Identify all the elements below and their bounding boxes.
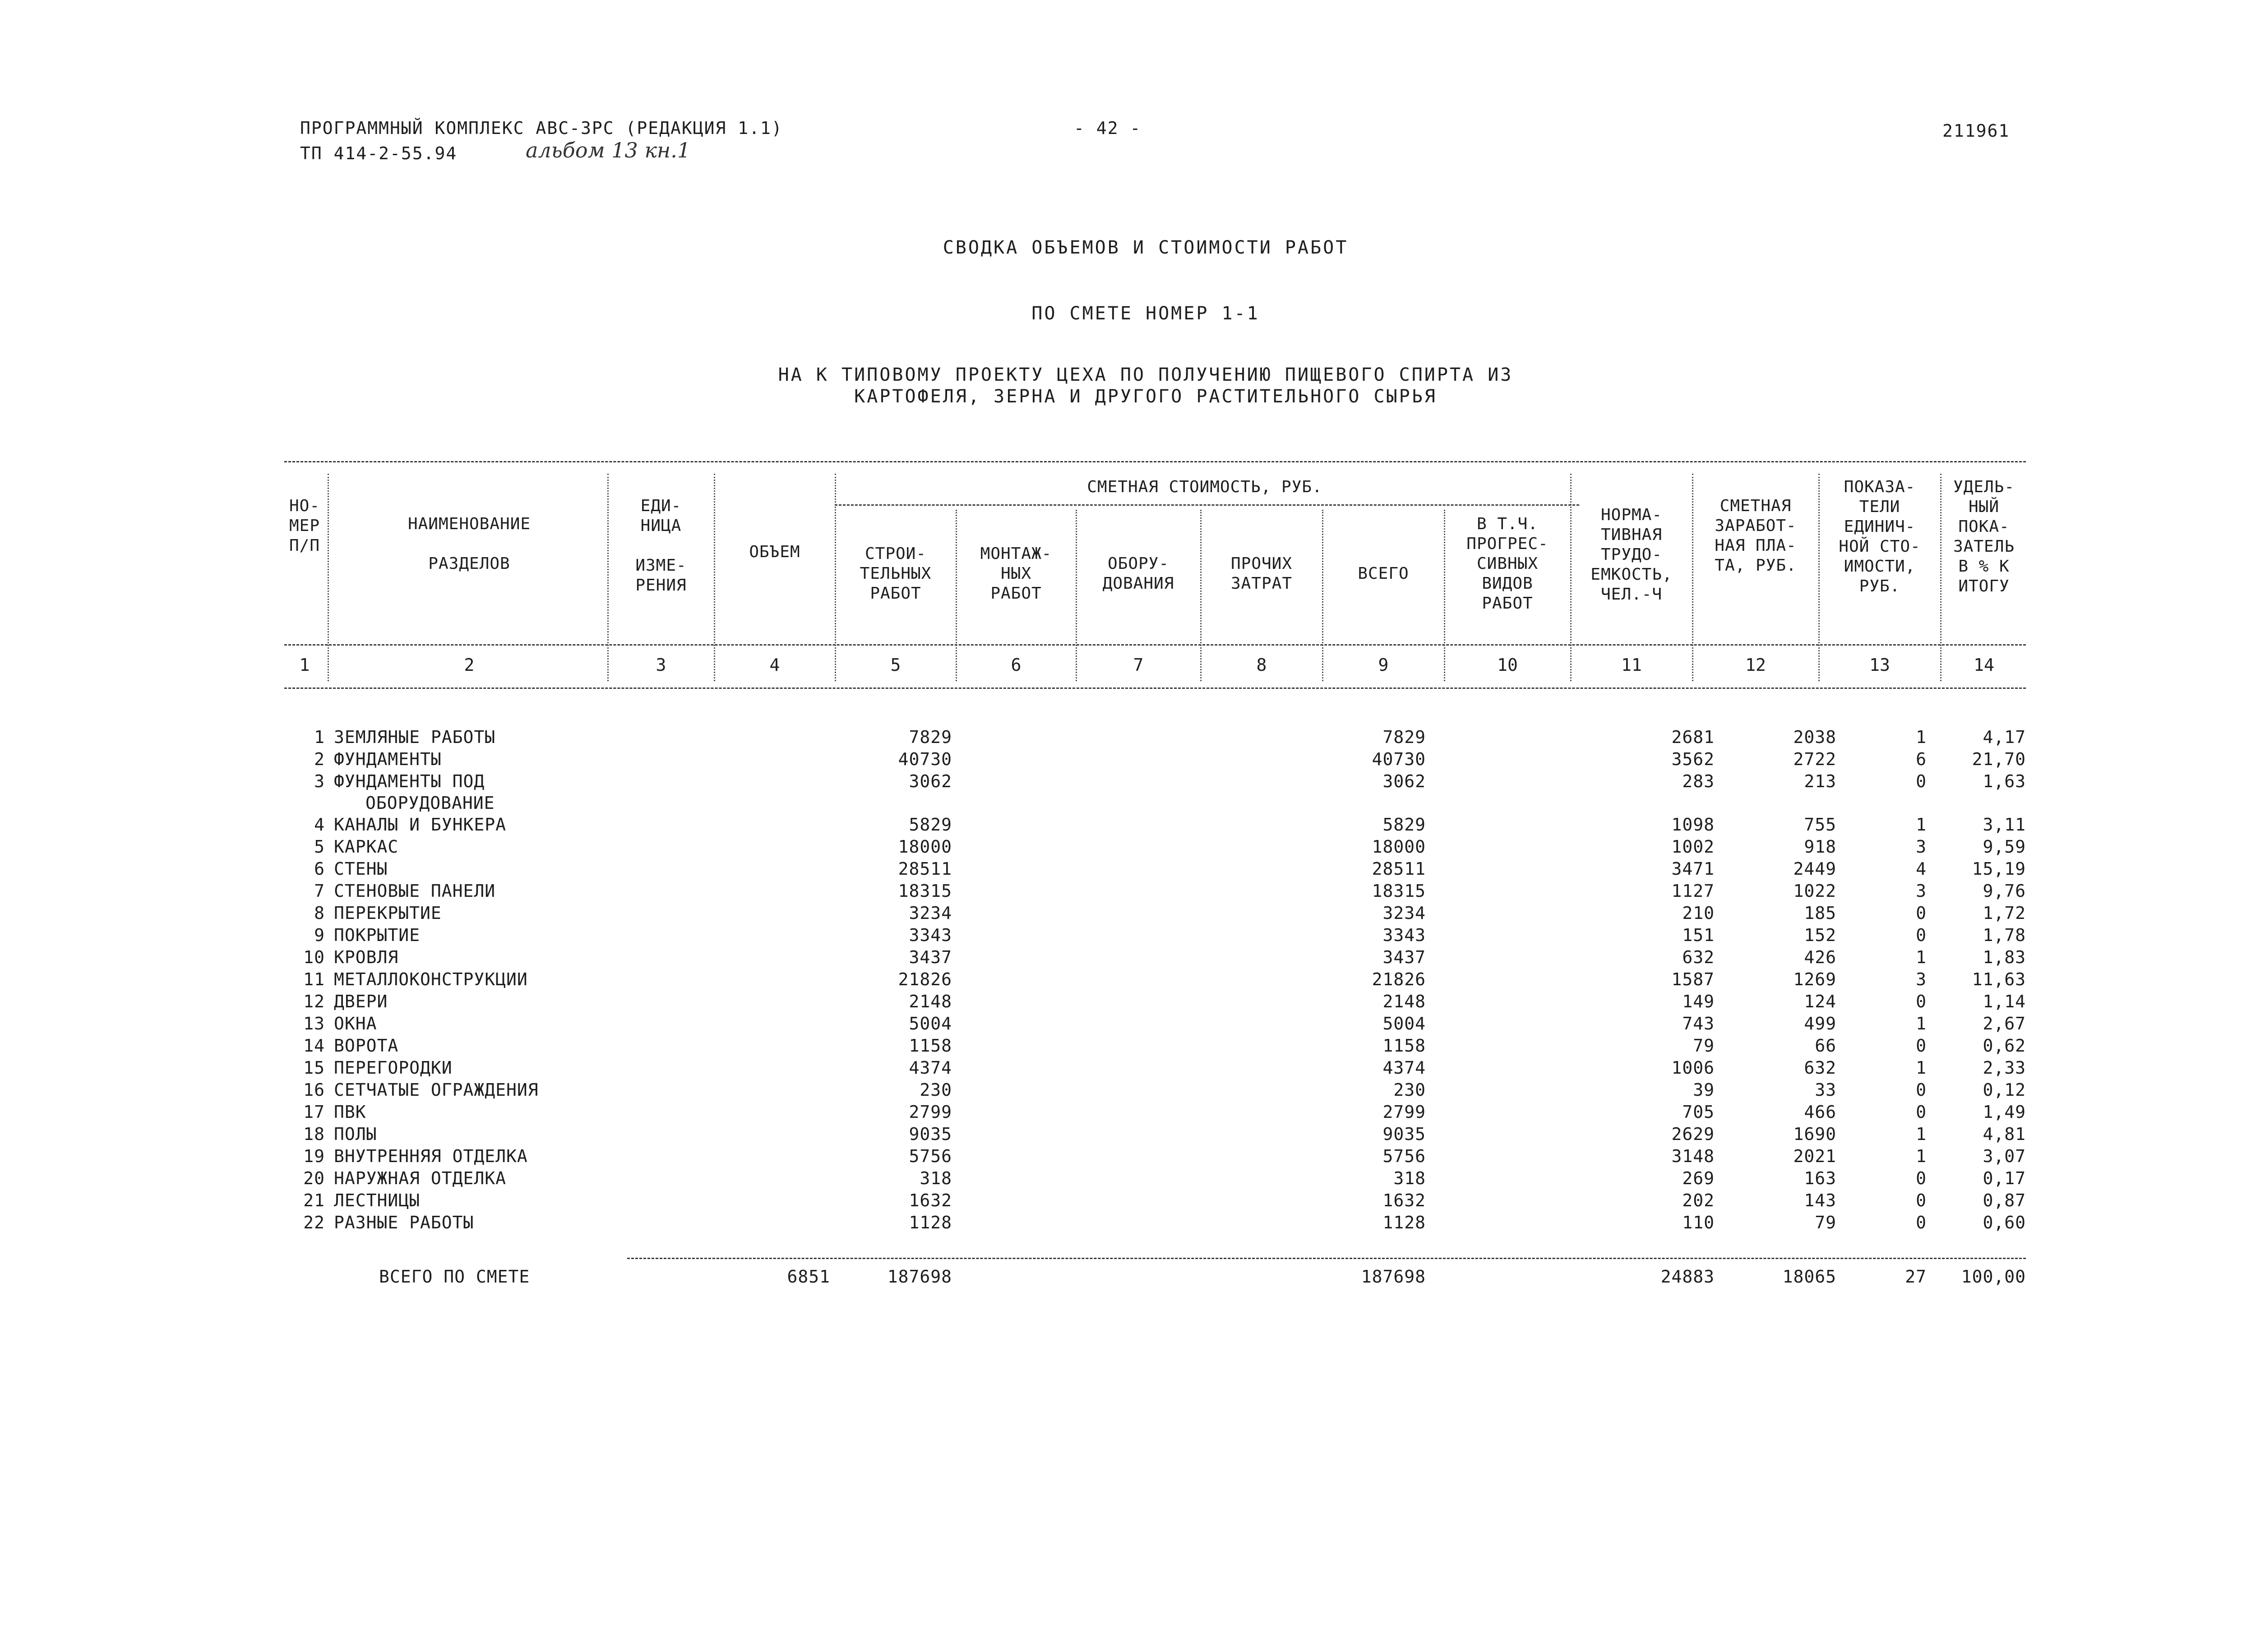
total-volume: 6851: [787, 1267, 830, 1287]
row-indicator: 1: [1916, 1058, 1927, 1078]
row-indicator: 0: [1916, 903, 1927, 923]
table-top-rule: [284, 461, 2026, 462]
row-labor: 202: [1682, 1191, 1715, 1210]
row-number: 21: [303, 1191, 325, 1210]
row-name: СЕТЧАТЫЕ ОГРАЖДЕНИЯ: [334, 1080, 539, 1100]
row-name: ФУНДАМЕНТЫ: [334, 749, 442, 769]
row-name: ПВК: [334, 1102, 366, 1122]
row-share: 9,76: [1983, 881, 2026, 901]
row-wages: 499: [1804, 1014, 1836, 1034]
row-name: ПОЛЫ: [334, 1124, 377, 1144]
row-labor: 151: [1682, 925, 1715, 945]
header-total: ВСЕГО: [1358, 564, 1409, 583]
row-share: 11,63: [1972, 969, 2026, 989]
row-construction: 4374: [909, 1058, 952, 1078]
row-name: СТЕНЫ: [334, 859, 388, 879]
column-number: 14: [1974, 655, 1994, 675]
row-labor: 3562: [1671, 749, 1715, 769]
project-description-line2: КАРТОФЕЛЯ, ЗЕРНА И ДРУГОГО РАСТИТЕЛЬНОГО СЫРЬЯ: [854, 386, 1437, 407]
row-number: 8: [314, 903, 325, 923]
row-number: 18: [303, 1124, 325, 1144]
row-indicator: 1: [1916, 947, 1927, 967]
row-construction: 5756: [909, 1146, 952, 1166]
row-name: ЗЕМЛЯНЫЕ РАБОТЫ: [334, 727, 496, 747]
row-indicator: 6: [1916, 749, 1927, 769]
row-indicator: 4: [1916, 859, 1927, 879]
row-name-continuation: ОБОРУДОВАНИЕ: [365, 793, 495, 813]
header-bottom-rule: [284, 644, 2026, 646]
row-name: КАНАЛЫ И БУНКЕРА: [334, 815, 507, 835]
row-wages: 755: [1804, 815, 1836, 835]
row-indicator: 0: [1916, 1213, 1927, 1232]
row-name: КРОВЛЯ: [334, 947, 399, 967]
row-total: 2148: [1382, 992, 1426, 1011]
row-indicator: 0: [1916, 1168, 1927, 1188]
row-total: 21826: [1372, 969, 1426, 989]
row-number: 6: [314, 859, 325, 879]
row-total: 3343: [1382, 925, 1426, 945]
header-construction: СТРОИ- ТЕЛЬНЫХ РАБОТ: [860, 545, 932, 603]
row-wages: 1022: [1793, 881, 1836, 901]
row-name: ПЕРЕГОРОДКИ: [334, 1058, 453, 1078]
row-number: 22: [303, 1213, 325, 1232]
row-number: 5: [314, 837, 325, 857]
row-construction: 7829: [909, 727, 952, 747]
total-share: 100,00: [1961, 1267, 2026, 1287]
row-labor: 1002: [1671, 837, 1715, 857]
column-number: 2: [464, 655, 475, 675]
row-indicator: 1: [1916, 1124, 1927, 1144]
row-wages: 185: [1804, 903, 1836, 923]
row-labor: 1006: [1671, 1058, 1715, 1078]
row-wages: 2021: [1793, 1146, 1836, 1166]
row-name: РАЗНЫЕ РАБОТЫ: [334, 1213, 474, 1232]
row-labor: 283: [1682, 771, 1715, 791]
row-share: 0,62: [1983, 1036, 2026, 1056]
row-share: 0,87: [1983, 1191, 2026, 1210]
row-construction: 1158: [909, 1036, 952, 1056]
row-number: 1: [314, 727, 325, 747]
software-header: ПРОГРАММНЫЙ КОМПЛЕКС АВС-3РС (РЕДАКЦИЯ 1.1): [300, 118, 783, 138]
column-number: 8: [1256, 655, 1267, 675]
row-indicator: 3: [1916, 837, 1927, 857]
total-total: 187698: [1361, 1267, 1426, 1287]
total-label: ВСЕГО ПО СМЕТЕ: [379, 1267, 530, 1287]
row-indicator: 1: [1916, 1014, 1927, 1034]
header-labor: НОРМА- ТИВНАЯ ТРУДО- ЕМКОСТЬ, ЧЕЛ.-Ч: [1590, 506, 1673, 604]
header-name: НАИМЕНОВАНИЕ РАЗДЕЛОВ: [407, 515, 531, 573]
column-number: 5: [890, 655, 901, 675]
header-wages: СМЕТНАЯ ЗАРАБОТ- НАЯ ПЛА- ТА, РУБ.: [1715, 497, 1797, 575]
row-construction: 318: [920, 1168, 952, 1188]
row-name: ПОКРЫТИЕ: [334, 925, 421, 945]
row-total: 318: [1393, 1168, 1426, 1188]
row-construction: 9035: [909, 1124, 952, 1144]
total-rule: [627, 1258, 2026, 1259]
row-labor: 743: [1682, 1014, 1715, 1034]
row-labor: 2629: [1671, 1124, 1715, 1144]
row-wages: 426: [1804, 947, 1836, 967]
header-equipment: ОБОРУ- ДОВАНИЯ: [1102, 554, 1174, 593]
column-number: 3: [656, 655, 666, 675]
row-number: 10: [303, 947, 325, 967]
row-name: ПЕРЕКРЫТИЕ: [334, 903, 442, 923]
row-share: 3,07: [1983, 1146, 2026, 1166]
row-number: 7: [314, 881, 325, 901]
row-name: ОКНА: [334, 1014, 377, 1034]
header-indicators: ПОКАЗА- ТЕЛИ ЕДИНИЧ- НОЙ СТО- ИМОСТИ, РУБ.: [1839, 478, 1921, 595]
row-total: 18315: [1372, 881, 1426, 901]
row-name: ЛЕСТНИЦЫ: [334, 1191, 421, 1210]
header-progressive: В Т.Ч. ПРОГРЕС- СИВНЫХ ВИДОВ РАБОТ: [1466, 515, 1549, 613]
row-name: ДВЕРИ: [334, 992, 388, 1011]
header-installation: МОНТАЖ- НЫХ РАБОТ: [980, 545, 1052, 603]
row-construction: 18000: [898, 837, 952, 857]
row-labor: 79: [1693, 1036, 1715, 1056]
row-wages: 466: [1804, 1102, 1836, 1122]
row-indicator: 3: [1916, 881, 1927, 901]
row-construction: 18315: [898, 881, 952, 901]
row-indicator: 0: [1916, 992, 1927, 1011]
row-construction: 28511: [898, 859, 952, 879]
row-labor: 705: [1682, 1102, 1715, 1122]
row-number: 2: [314, 749, 325, 769]
row-number: 17: [303, 1102, 325, 1122]
cost-group-rule: [835, 504, 1579, 506]
header-cost-group: СМЕТНАЯ СТОИМОСТЬ, РУБ.: [1087, 478, 1322, 496]
row-number: 4: [314, 815, 325, 835]
row-labor: 3471: [1671, 859, 1715, 879]
row-name: ВНУТРЕННЯЯ ОТДЕЛКА: [334, 1146, 528, 1166]
row-total: 2799: [1382, 1102, 1426, 1122]
column-number: 11: [1621, 655, 1642, 675]
row-total: 5829: [1382, 815, 1426, 835]
row-total: 7829: [1382, 727, 1426, 747]
row-wages: 79: [1815, 1213, 1836, 1232]
row-construction: 21826: [898, 969, 952, 989]
row-construction: 2799: [909, 1102, 952, 1122]
row-labor: 110: [1682, 1213, 1715, 1232]
row-total: 1158: [1382, 1036, 1426, 1056]
row-wages: 152: [1804, 925, 1836, 945]
row-total: 5756: [1382, 1146, 1426, 1166]
row-share: 4,17: [1983, 727, 2026, 747]
row-wages: 2449: [1793, 859, 1836, 879]
row-labor: 632: [1682, 947, 1715, 967]
row-total: 1128: [1382, 1213, 1426, 1232]
row-construction: 1632: [909, 1191, 952, 1210]
row-construction: 3437: [909, 947, 952, 967]
row-total: 4374: [1382, 1058, 1426, 1078]
row-indicator: 0: [1916, 1036, 1927, 1056]
row-labor: 1127: [1671, 881, 1715, 901]
row-name: СТЕНОВЫЕ ПАНЕЛИ: [334, 881, 496, 901]
row-wages: 632: [1804, 1058, 1836, 1078]
column-number: 9: [1378, 655, 1389, 675]
column-number: 10: [1497, 655, 1518, 675]
row-labor: 39: [1693, 1080, 1715, 1100]
row-construction: 3062: [909, 771, 952, 791]
row-number: 9: [314, 925, 325, 945]
header-unit: ЕДИ- НИЦА ИЗМЕ- РЕНИЯ: [635, 497, 687, 595]
row-indicator: 0: [1916, 1191, 1927, 1210]
row-share: 4,81: [1983, 1124, 2026, 1144]
header-share: УДЕЛЬ- НЫЙ ПОКА- ЗАТЕЛЬ В % К ИТОГУ: [1953, 478, 2015, 595]
total-wages: 18065: [1782, 1267, 1836, 1287]
column-numbers-rule: [284, 688, 2026, 689]
column-separator: [328, 474, 329, 681]
row-share: 1,78: [1983, 925, 2026, 945]
row-share: 21,70: [1972, 749, 2026, 769]
row-number: 20: [303, 1168, 325, 1188]
column-number: 13: [1869, 655, 1890, 675]
row-labor: 3148: [1671, 1146, 1715, 1166]
row-total: 230: [1393, 1080, 1426, 1100]
project-code: ТП 414-2-55.94: [300, 143, 458, 163]
row-share: 1,83: [1983, 947, 2026, 967]
row-construction: 2148: [909, 992, 952, 1011]
row-name: ФУНДАМЕНТЫ ПОД: [334, 771, 485, 791]
row-number: 19: [303, 1146, 325, 1166]
column-number: 12: [1745, 655, 1766, 675]
row-wages: 33: [1815, 1080, 1836, 1100]
row-wages: 66: [1815, 1036, 1836, 1056]
row-share: 1,63: [1983, 771, 2026, 791]
row-number: 3: [314, 771, 325, 791]
row-number: 11: [303, 969, 325, 989]
row-share: 15,19: [1972, 859, 2026, 879]
row-construction: 5829: [909, 815, 952, 835]
row-wages: 124: [1804, 992, 1836, 1011]
row-share: 3,11: [1983, 815, 2026, 835]
row-share: 0,17: [1983, 1168, 2026, 1188]
row-total: 3234: [1382, 903, 1426, 923]
row-share: 2,33: [1983, 1058, 2026, 1078]
row-indicator: 3: [1916, 969, 1927, 989]
column-separator: [607, 474, 609, 681]
row-construction: 3234: [909, 903, 952, 923]
row-number: 14: [303, 1036, 325, 1056]
row-share: 0,12: [1983, 1080, 2026, 1100]
column-separator: [714, 474, 715, 681]
row-indicator: 1: [1916, 727, 1927, 747]
row-labor: 149: [1682, 992, 1715, 1011]
column-number: 6: [1011, 655, 1022, 675]
document-number: 211961: [1942, 121, 2010, 141]
row-total: 1632: [1382, 1191, 1426, 1210]
total-construction: 187698: [887, 1267, 952, 1287]
row-indicator: 0: [1916, 1102, 1927, 1122]
project-description-line1: НА К ТИПОВОМУ ПРОЕКТУ ЦЕХА ПО ПОЛУЧЕНИЮ ПИЩЕВОГО СПИРТА ИЗ: [778, 365, 1513, 385]
report-title: СВОДКА ОБЪЕМОВ И СТОИМОСТИ РАБОТ: [943, 237, 1349, 258]
estimate-subtitle: ПО СМЕТЕ НОМЕР 1-1: [1031, 303, 1260, 324]
row-labor: 269: [1682, 1168, 1715, 1188]
row-total: 18000: [1372, 837, 1426, 857]
row-construction: 230: [920, 1080, 952, 1100]
row-total: 5004: [1382, 1014, 1426, 1034]
row-indicator: 0: [1916, 1080, 1927, 1100]
column-number: 4: [769, 655, 780, 675]
row-name: ВОРОТА: [334, 1036, 399, 1056]
header-num: НО- МЕР П/П: [289, 497, 320, 555]
row-number: 15: [303, 1058, 325, 1078]
row-indicator: 1: [1916, 815, 1927, 835]
row-share: 2,67: [1983, 1014, 2026, 1034]
row-indicator: 0: [1916, 925, 1927, 945]
row-wages: 2722: [1793, 749, 1836, 769]
row-share: 0,60: [1983, 1213, 2026, 1232]
row-share: 1,72: [1983, 903, 2026, 923]
row-labor: 2681: [1671, 727, 1715, 747]
row-indicator: 1: [1916, 1146, 1927, 1166]
row-wages: 1690: [1793, 1124, 1836, 1144]
row-total: 3062: [1382, 771, 1426, 791]
row-labor: 1587: [1671, 969, 1715, 989]
row-indicator: 0: [1916, 771, 1927, 791]
total-labor: 24883: [1660, 1267, 1715, 1287]
row-labor: 1098: [1671, 815, 1715, 835]
row-share: 1,49: [1983, 1102, 2026, 1122]
row-wages: 143: [1804, 1191, 1836, 1210]
row-wages: 163: [1804, 1168, 1836, 1188]
row-wages: 213: [1804, 771, 1836, 791]
row-labor: 210: [1682, 903, 1715, 923]
row-number: 16: [303, 1080, 325, 1100]
row-number: 13: [303, 1014, 325, 1034]
row-construction: 3343: [909, 925, 952, 945]
row-wages: 2038: [1793, 727, 1836, 747]
row-wages: 918: [1804, 837, 1836, 857]
row-name: МЕТАЛЛОКОНСТРУКЦИИ: [334, 969, 528, 989]
row-construction: 1128: [909, 1213, 952, 1232]
row-wages: 1269: [1793, 969, 1836, 989]
row-construction: 40730: [898, 749, 952, 769]
row-share: 1,14: [1983, 992, 2026, 1011]
page-number: - 42 -: [1074, 118, 1142, 138]
row-total: 40730: [1372, 749, 1426, 769]
row-total: 3437: [1382, 947, 1426, 967]
total-indicator: 27: [1905, 1267, 1927, 1287]
row-share: 9,59: [1983, 837, 2026, 857]
column-number: 1: [299, 655, 310, 675]
header-other: ПРОЧИХ ЗАТРАТ: [1230, 554, 1293, 593]
row-total: 28511: [1372, 859, 1426, 879]
row-construction: 5004: [909, 1014, 952, 1034]
row-number: 12: [303, 992, 325, 1011]
header-volume: ОБЪЕМ: [749, 543, 800, 561]
column-number: 7: [1133, 655, 1144, 675]
row-name: КАРКАС: [334, 837, 399, 857]
row-total: 9035: [1382, 1124, 1426, 1144]
handwritten-note: альбом 13 кн.1: [526, 138, 691, 162]
row-name: НАРУЖНАЯ ОТДЕЛКА: [334, 1168, 507, 1188]
